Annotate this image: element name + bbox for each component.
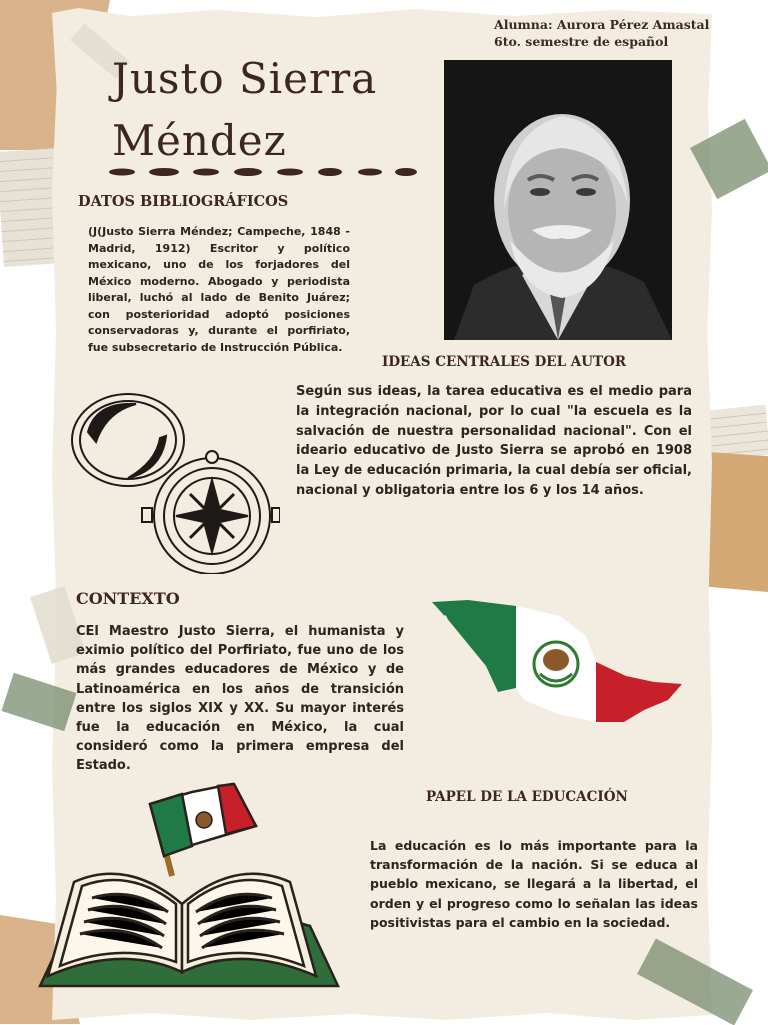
compass-illustration [66,392,280,574]
title-line-1: Justo Sierra [112,54,378,103]
portrait-icon [444,60,672,340]
ideas-heading: IDEAS CENTRALES DEL AUTOR [382,354,627,370]
bio-heading: DATOS BIBLIOGRÁFICOS [78,193,289,210]
page-title [112,48,442,172]
education-text: La educación es lo más importante para la transformación de la nación. Si se educa al pueblo mexicano, se llegará a la libertad, el orden y el progreso como lo señalan las ideas positivistas para el cambio en la sociedad. [370,838,698,930]
mexico-map-flag [428,596,684,730]
open-book-with-flag [32,776,346,1002]
student-info [494,16,764,50]
ideas-text: Según sus ideas, la tarea educativa es el medio para la integración nacional, por lo cual "la escuela es la salvación de nuestra personalidad nacional". Con el ideario educativo de Justo Sierra se aprobó en 1908 la Ley de educación primaria, la cual debía ser oficial, nacional y obligatoria entre los 6 y los 14 años. [296,384,692,498]
student-semester: 6to. semestre de español [494,34,669,49]
context-heading: CONTEXTO [76,589,180,608]
title-line-2: Méndez [112,116,287,165]
student-name: Alumna: Aurora Pérez Amastal [494,17,710,32]
title-divider [108,162,428,182]
education-heading: PAPEL DE LA EDUCACIÓN [426,789,628,805]
bio-text: (J(Justo Sierra Méndez; Campeche, 1848 - Madrid, 1912) Escritor y político mexicano, uno de los forjadores del México moderno. Abogado y periodista liberal, luchó al lado de Benito Juárez; con posterioridad adoptó posiciones conservadoras y, durante el porfiriato, fue subsecretario de Instrucción Pública. [88,225,350,354]
context-text: CEl Maestro Justo Sierra, el humanista y eximio político del Porfiriato, fue uno de los más grandes educadores de México y de Latinoamérica en los años de transición entre los siglos XIX y XX. Su mayor interés fue la educación en México, la cual consideró como la primera empresa del Estado. [76,624,404,774]
portrait-photo [444,60,672,340]
paper-scrap-right-floral [704,452,768,592]
